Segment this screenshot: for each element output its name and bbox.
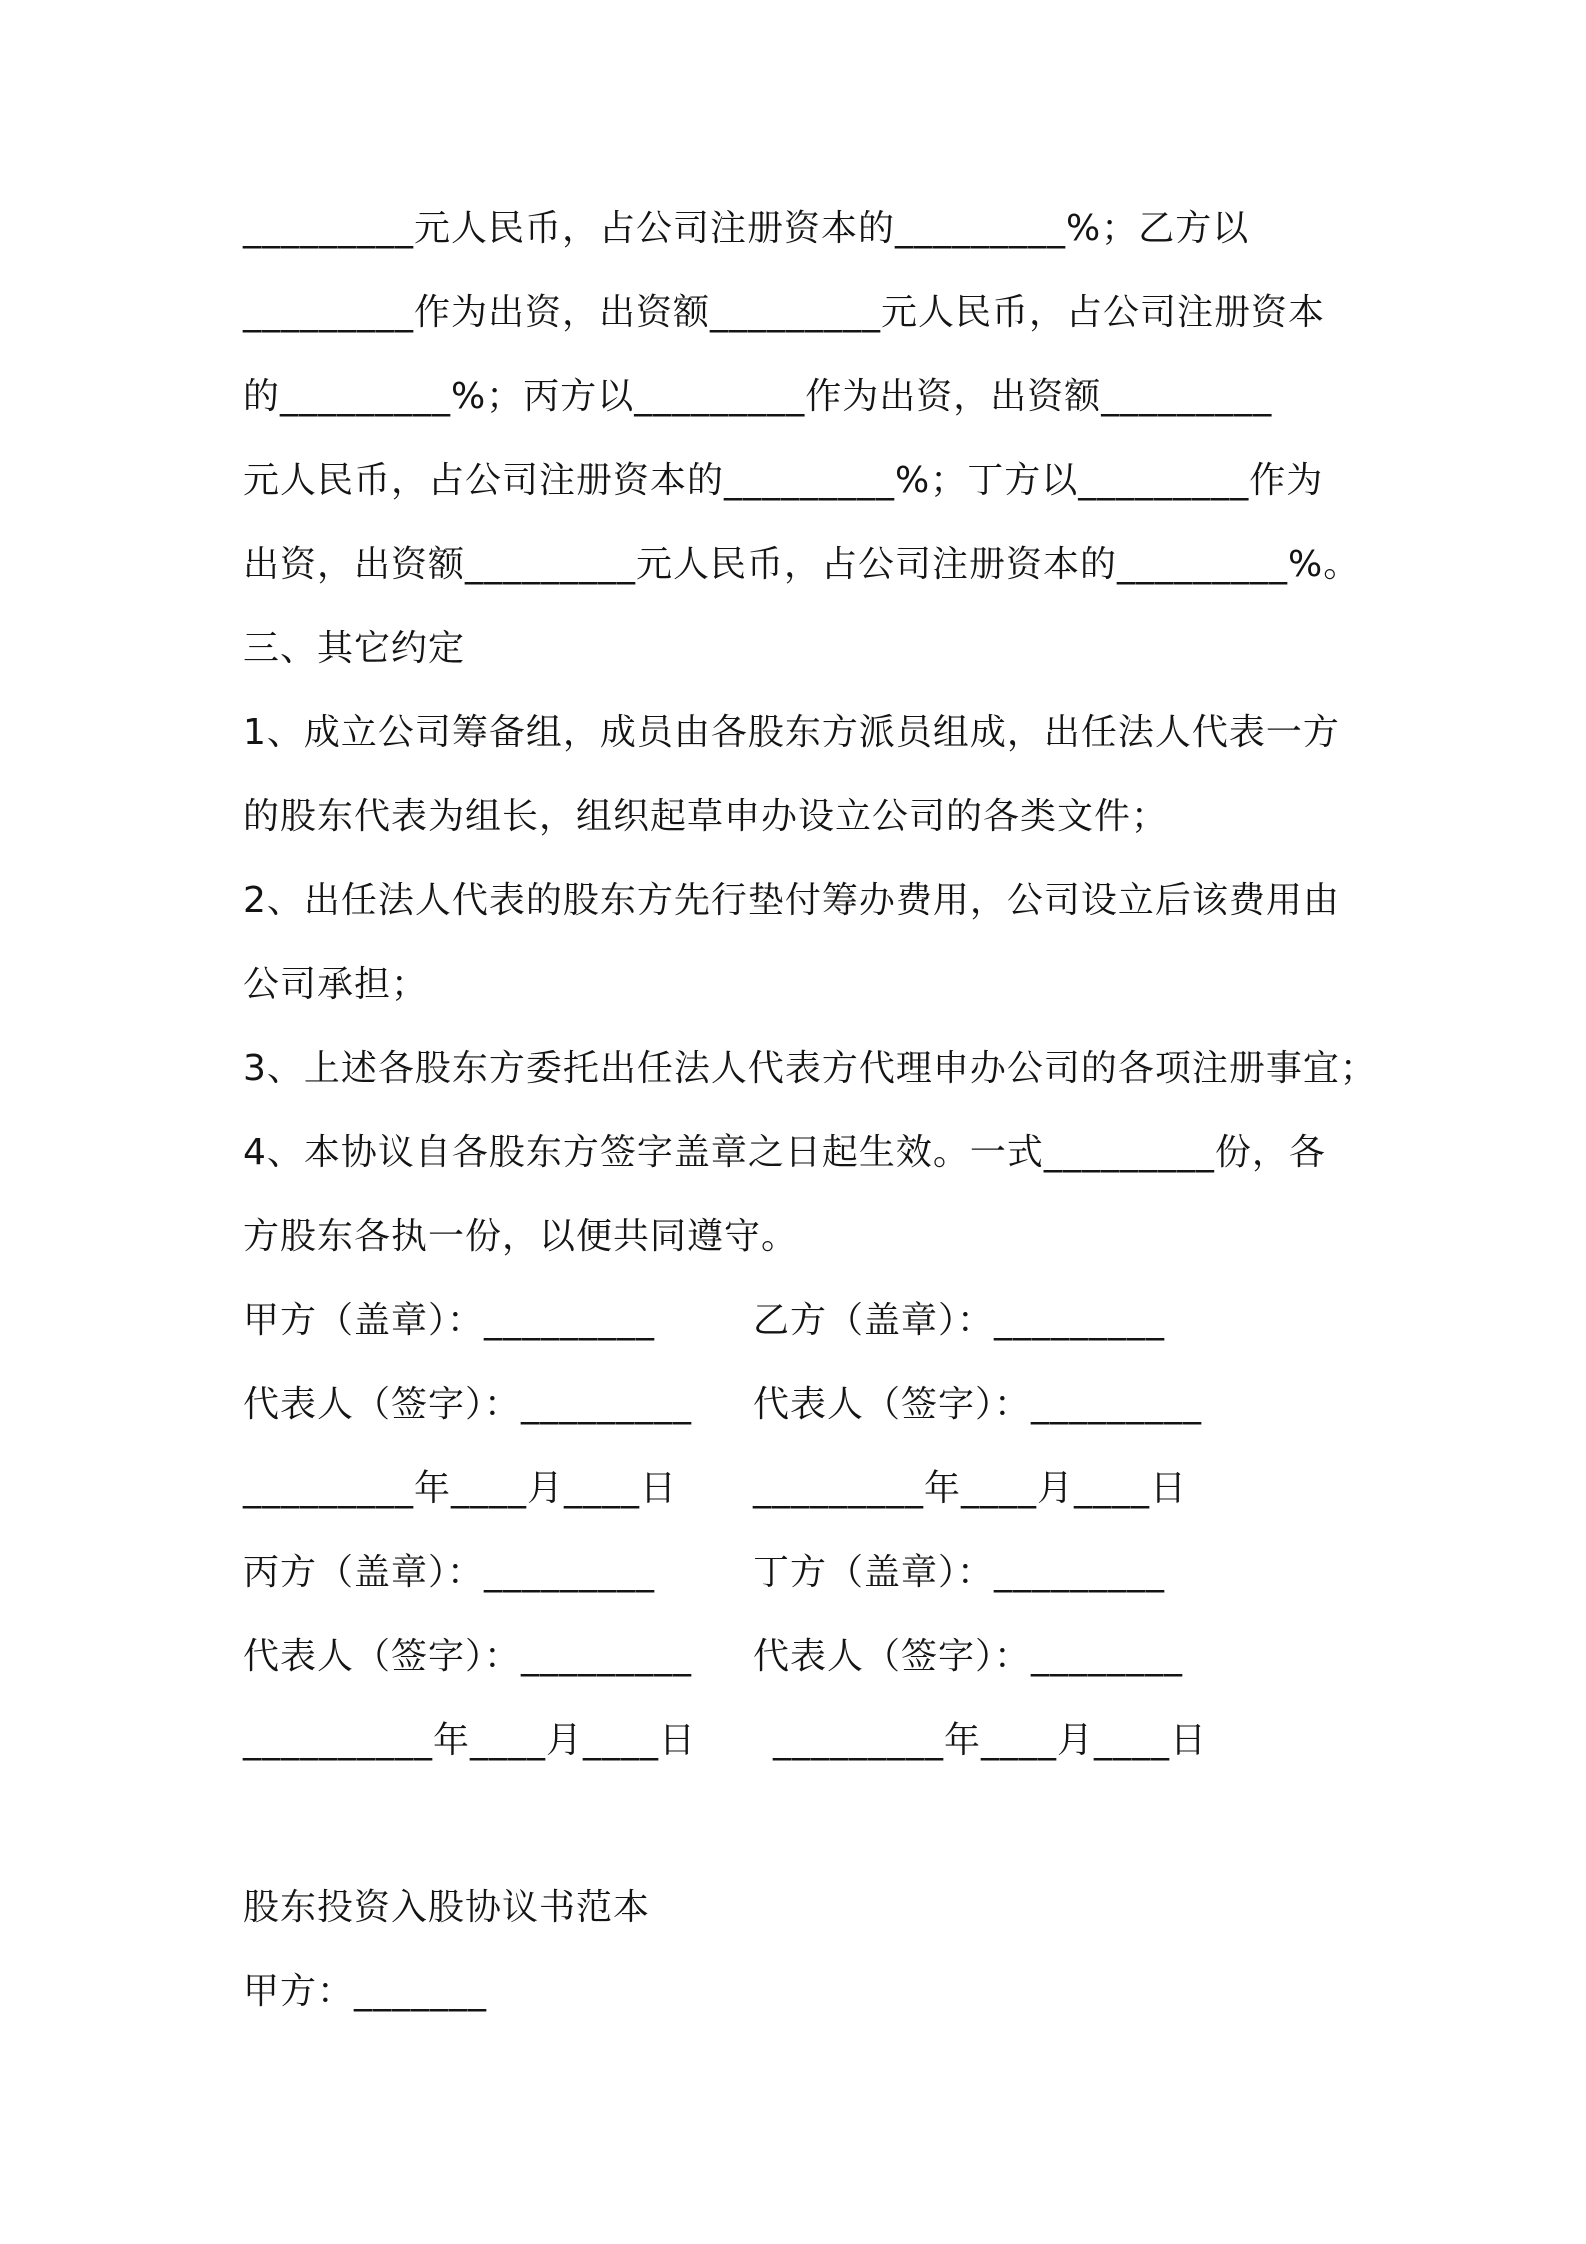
clause-4-line-2: 方股东各执一份，以便共同遵守。 xyxy=(243,1216,799,1257)
party-d-date: _________年____月____日 xyxy=(773,1720,1207,1761)
party-a-seal: 甲方（盖章）：_________ xyxy=(243,1300,656,1341)
party-c-representative: 代表人（签字）：_________ xyxy=(243,1636,693,1677)
clause-2-line-1: 2、出任法人代表的股东方先行垫付筹办费用，公司设立后该费用由 xyxy=(243,880,1340,921)
party-b-date: _________年____月____日 xyxy=(753,1468,1187,1509)
clause-2-line-2: 公司承担； xyxy=(243,964,429,1005)
body-line-5: 出资，出资额_________元人民币，占公司注册资本的_________%。 xyxy=(243,544,1361,585)
party-a-name-line: 甲方：_______ xyxy=(243,1971,488,2012)
party-b-seal: 乙方（盖章）：_________ xyxy=(753,1300,1166,1341)
party-c-date: __________年____月____日 xyxy=(243,1720,696,1761)
body-line-3: 的_________%；丙方以_________作为出资，出资额_________ xyxy=(243,376,1273,417)
clause-1-line-2: 的股东代表为组长，组织起草申办设立公司的各类文件； xyxy=(243,796,1169,837)
clause-1-line-1: 1、成立公司筹备组，成员由各股东方派员组成，出任法人代表一方 xyxy=(243,712,1340,753)
party-d-seal: 丁方（盖章）：_________ xyxy=(753,1552,1166,1593)
party-a-representative: 代表人（签字）：_________ xyxy=(243,1384,693,1425)
clause-3-line-1: 3、上述各股东方委托出任法人代表方代理申办公司的各项注册事宜； xyxy=(243,1048,1377,1089)
clause-4-line-1: 4、本协议自各股东方签字盖章之日起生效。一式_________份，各 xyxy=(243,1132,1326,1173)
body-line-2: _________作为出资，出资额_________元人民币，占公司注册资本 xyxy=(243,292,1326,333)
next-document-title: 股东投资入股协议书范本 xyxy=(243,1887,651,1928)
party-d-representative: 代表人（签字）：________ xyxy=(753,1636,1184,1677)
body-line-4: 元人民币，占公司注册资本的_________%；丁方以_________作为 xyxy=(243,460,1324,501)
party-c-seal: 丙方（盖章）：_________ xyxy=(243,1552,656,1593)
party-b-representative: 代表人（签字）：_________ xyxy=(753,1384,1203,1425)
party-a-date: _________年____月____日 xyxy=(243,1468,677,1509)
section-heading-other-agreements: 三、其它约定 xyxy=(243,628,466,669)
body-line-1: _________元人民币，占公司注册资本的_________%；乙方以 xyxy=(243,208,1250,249)
